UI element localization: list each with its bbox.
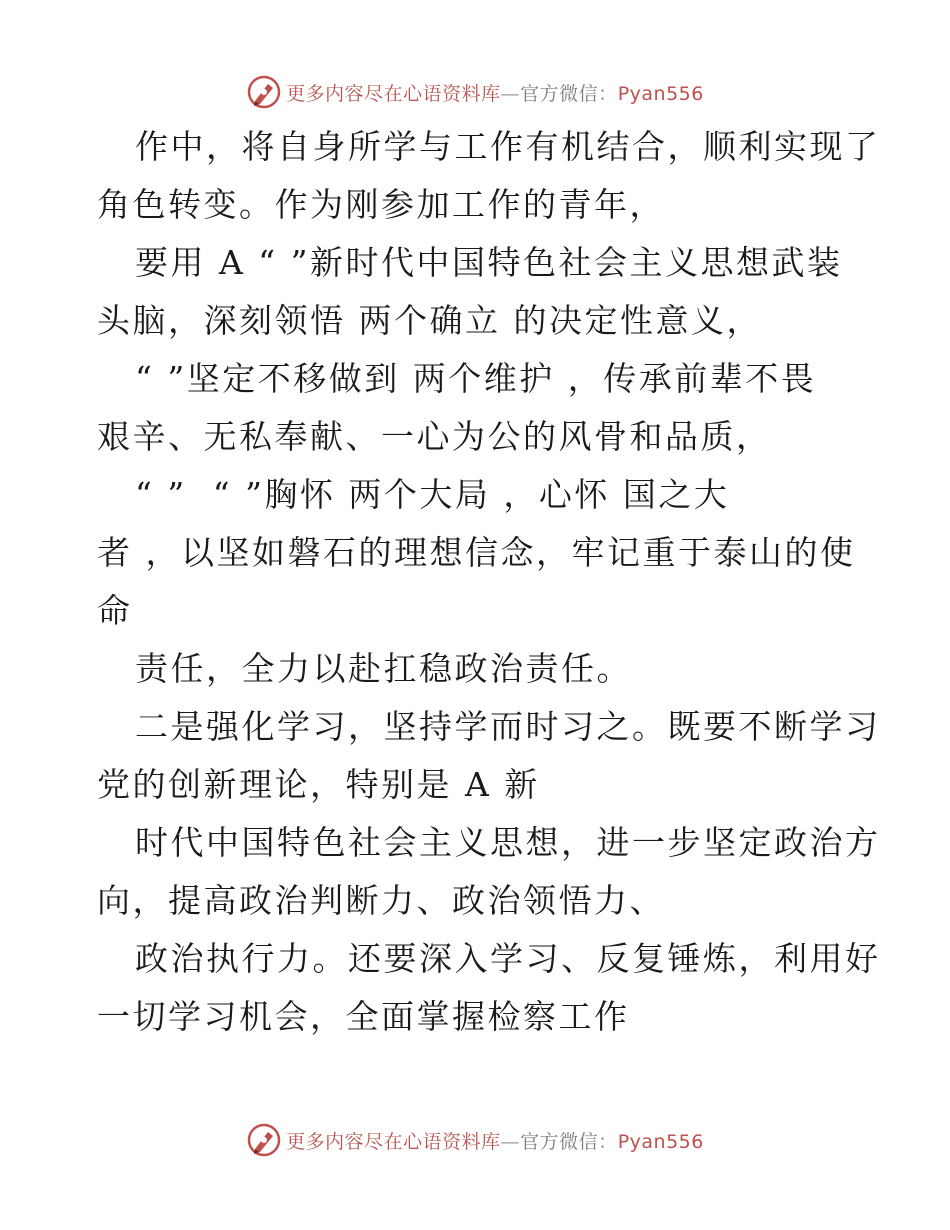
text-line: “ ”坚定不移做到 两个维护 ，传承前辈不畏 <box>135 359 817 398</box>
watermark-wechat-label: 官方微信： <box>520 82 618 105</box>
header-watermark <box>0 72 950 112</box>
text-line: 时代中国特色社会主义思想，进一步坚定政治方 <box>135 823 881 862</box>
text-line: 作中，将自身所学与工作有机结合，顺利实现了 <box>135 127 881 166</box>
watermark-wechat-id: Pyan556 <box>617 1130 704 1153</box>
watermark-text <box>286 79 704 106</box>
watermark-main: 更多内容尽在心语资料库 <box>286 82 501 105</box>
pen-logo-icon <box>246 74 282 110</box>
text-line: 一切学习机会，全面掌握检察工作 <box>97 997 630 1036</box>
text-line: 二是强化学习，坚持学而时习之。既要不断学习 <box>135 707 881 746</box>
watermark-text <box>286 1127 704 1154</box>
text-line: 艰辛、无私奉献、一心为公的风骨和品质， <box>97 417 772 456</box>
text-line: 党的创新理论，特别是 A 新 <box>97 765 540 804</box>
watermark-separator: — <box>500 1130 521 1153</box>
pen-logo-icon <box>246 1122 282 1158</box>
text-line: 角色转变。作为刚参加工作的青年， <box>97 185 665 224</box>
watermark-separator: — <box>500 82 521 105</box>
text-line: 政治执行力。还要深入学习、反复锤炼，利用好 <box>135 939 881 978</box>
text-line: “ ” “ ”胸怀 两个大局 ，心怀 国之大 <box>135 475 730 514</box>
text-line: 头脑，深刻领悟 两个确立 的决定性意义， <box>97 301 762 340</box>
text-line: 命 <box>97 591 133 630</box>
footer-watermark <box>0 1120 950 1160</box>
text-line: 向，提高政治判断力、政治领悟力、 <box>97 881 665 920</box>
text-line: 责任，全力以赴扛稳政治责任。 <box>135 649 632 688</box>
document-body <box>97 118 881 1046</box>
text-line: 要用 A “ ”新时代中国特色社会主义思想武装 <box>135 243 843 282</box>
watermark-wechat-id: Pyan556 <box>617 82 704 105</box>
watermark-wechat-label: 官方微信： <box>520 1130 618 1153</box>
watermark-main: 更多内容尽在心语资料库 <box>286 1130 501 1153</box>
text-line: 者 ，以坚如磐石的理想信念，牢记重于泰山的使 <box>97 533 856 572</box>
